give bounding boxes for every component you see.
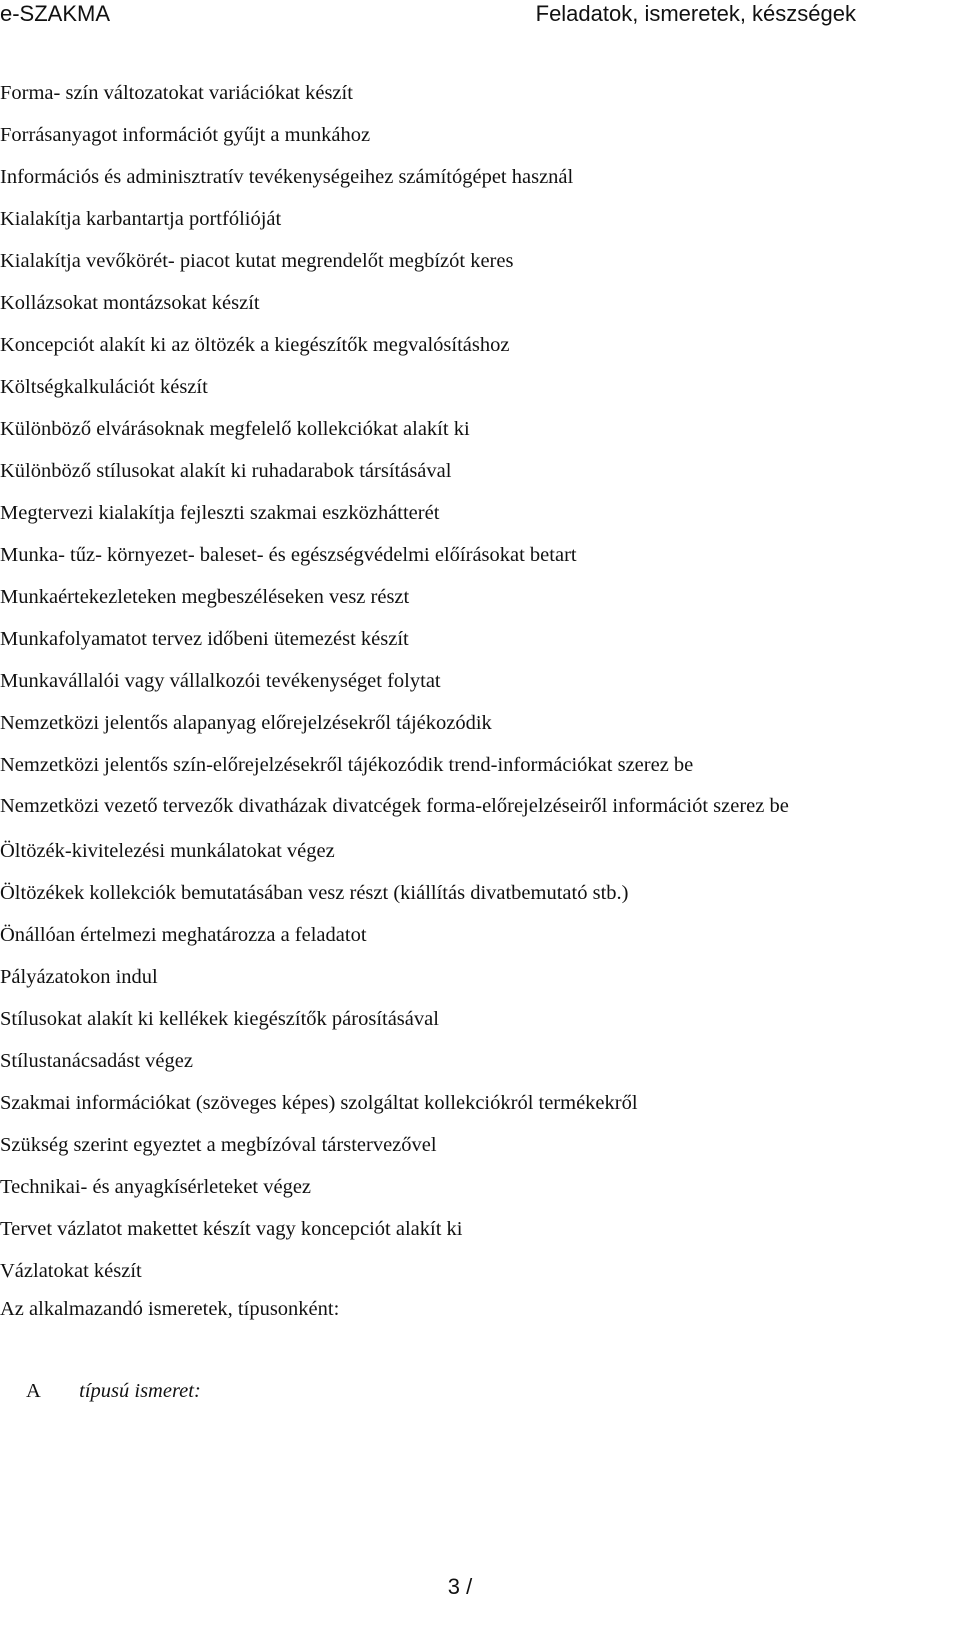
knowledge-type-a bbox=[26, 1380, 201, 1403]
task-item: Pályázatokon indul bbox=[0, 966, 158, 988]
task-item: Munka- tűz- környezet- baleset- és egészségvédelmi előírásokat betart bbox=[0, 544, 577, 566]
task-item: Kialakítja vevőkörét- piacot kutat megrendelőt megbízót keres bbox=[0, 250, 514, 272]
task-item: Forma- szín változatokat variációkat készít bbox=[0, 82, 353, 104]
task-item: Öltözékek kollekciók bemutatásában vesz részt (kiállítás divatbemutató stb.) bbox=[0, 882, 629, 904]
task-item: Öltözék-kivitelezési munkálatokat végez bbox=[0, 840, 335, 862]
task-item: Kialakítja karbantartja portfólióját bbox=[0, 208, 282, 230]
task-item: Költségkalkulációt készít bbox=[0, 376, 208, 398]
task-item: Munkaértekezleteken megbeszéléseken vesz részt bbox=[0, 586, 410, 608]
task-item: Munkafolyamatot tervez időbeni ütemezést készít bbox=[0, 628, 409, 650]
type-label: típusú ismeret: bbox=[79, 1380, 201, 1402]
type-letter: A bbox=[26, 1380, 41, 1402]
header-site-name: e-SZAKMA bbox=[0, 1, 111, 26]
task-item: Nemzetközi vezető tervezők divatházak divatcégek forma-előrejelzéseiről információt szerez be bbox=[0, 795, 789, 817]
task-item: Vázlatokat készít bbox=[0, 1260, 142, 1282]
header-section-title: Feladatok, ismeretek, készségek bbox=[535, 1, 856, 26]
page-number: 3 / bbox=[447, 1574, 473, 1599]
task-item: Nemzetközi jelentős alapanyag előrejelzésekről tájékozódik bbox=[0, 712, 492, 734]
task-list bbox=[0, 72, 880, 1292]
task-item: Munkavállalói vagy vállalkozói tevékenységet folytat bbox=[0, 670, 441, 692]
knowledge-heading: Az alkalmazandó ismeretek, típusonként: bbox=[0, 1298, 340, 1320]
task-item: Tervet vázlatot makettet készít vagy koncepciót alakít ki bbox=[0, 1218, 463, 1240]
task-item: Stílusokat alakít ki kellékek kiegészítők párosításával bbox=[0, 1008, 439, 1030]
task-item: Önállóan értelmezi meghatározza a feladatot bbox=[0, 924, 367, 946]
task-item: Koncepciót alakít ki az öltözék a kiegészítők megvalósításhoz bbox=[0, 334, 510, 356]
task-item: Nemzetközi jelentős szín-előrejelzésekről tájékozódik trend-információkat szerez be bbox=[0, 754, 694, 776]
task-item: Szakmai információkat (szöveges képes) szolgáltat kollekciókról termékekről bbox=[0, 1092, 638, 1114]
task-item: Forrásanyagot információt gyűjt a munkához bbox=[0, 124, 371, 146]
task-item: Információs és adminisztratív tevékenységeihez számítógépet használ bbox=[0, 166, 574, 188]
task-item: Különböző stílusokat alakít ki ruhadarabok társításával bbox=[0, 460, 452, 482]
task-item: Megtervezi kialakítja fejleszti szakmai eszközhátterét bbox=[0, 502, 440, 524]
task-item: Technikai- és anyagkísérleteket végez bbox=[0, 1176, 312, 1198]
task-item: Szükség szerint egyeztet a megbízóval társtervezővel bbox=[0, 1134, 437, 1156]
task-item: Különböző elvárásoknak megfelelő kollekciókat alakít ki bbox=[0, 418, 470, 440]
page-header bbox=[0, 0, 960, 40]
task-item: Kollázsokat montázsokat készít bbox=[0, 292, 260, 314]
task-item: Stílustanácsadást végez bbox=[0, 1050, 193, 1072]
